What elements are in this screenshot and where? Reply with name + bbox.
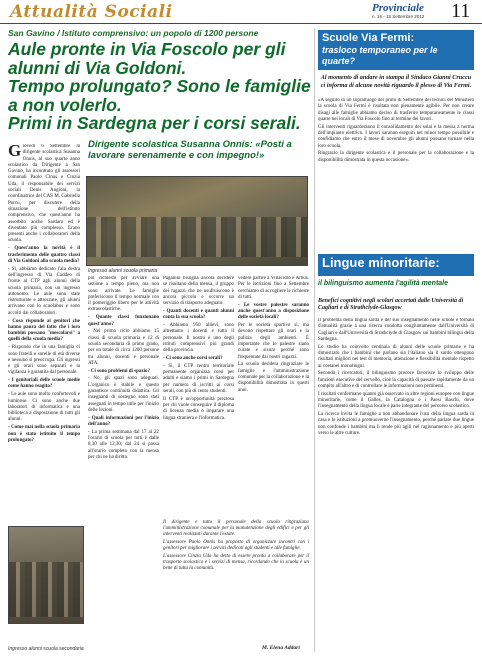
lingua-body [318, 318, 474, 652]
issue-line: n. 16 - 15 Settembre 2012 [372, 14, 425, 19]
article-paragraph: - Le aule sono molto confortevoli e luminose. Ci sono anche due laboratori di informatica e una biblioteca a disposizione di tutti gli alunni. [8, 392, 80, 423]
article-paragraph: - Abbiamo 950 allievi, sono altrettanto i docenti e tutto il personale. Il nostro è uno degli istituti comprensivi più grandi della provincia. [163, 323, 234, 354]
article-paragraph: Per le società sportive sì, ma devono rispettare gli orari e la pulizia degli ambienti. È importante che le palestre siano curate e sicure perché sono frequentate dai nostri ragazzi. [238, 323, 309, 360]
fermi-paragraph: Gli interventi riguarderanno il consolidamento dei solai e la messa a norma dell'impianto elettrico. I lavori saranno eseguiti nel minor tempo possibile e confidiamo che entro il mese di novembre gli alunni possano tornare nella loro scuola. [318, 124, 474, 149]
fermi-headline-box [318, 30, 474, 70]
article-paragraph: - Nel primo ciclo abbiamo 15 classi di scuola primaria e 12 di scuola secondaria di primo grado, per un totale di circa 1200 persone tra alunni, docenti e personale ATA. [88, 329, 159, 366]
article-paragraph: più richieste per avviare una sezione a tempo pieno, ma non sono arrivate. Le famiglie preferiscono il tempo normale con il pomeriggio libero per le attività extrascolastiche. [88, 276, 159, 313]
lingua-headline: Lingue minoritarie: [318, 254, 474, 276]
lingua-deck: il bilinguismo aumenta l'agilità mentale [318, 280, 449, 287]
headline-line: Aule pronte in Via Foscolo per gli [8, 39, 286, 59]
article-paragraph: - Sì, abbiamo dedicato l'ala destra dell'ingresso di Via Caddeo di fronte al CTP agli alunni della scuola primaria, con un ingresso autonomo. Le aule sono state ristrutturate e attrezzate, gli alunni arrivano con lo scuolabus e sono accolti dai collaboratori. [8, 266, 80, 316]
lingua-subhead: Benefici cognitivi negli scolari accertati dalle Università di Cagliari e di Strathclyde-Glasgow [318, 298, 464, 312]
article-paragraph: - Sì, il CTP centro territoriale permanente organizza corsi per adulti e siamo i primi in Sardegna per numero di iscritti ai corsi serali, con più di cento studenti. [163, 363, 234, 395]
interview-question: - Ci sono problemi di spazio? [88, 368, 150, 374]
drop-cap: G [8, 144, 22, 160]
lingua-paragraph: La ricerca invita le famiglie a non abbandonare l'uso della lingua sarda in casa e le istituzioni a promuoverne l'insegnamento, perché parlare due lingue non confonde i bambini ma li rende più agili nel ragionamento e più aperti verso le altre culture. [318, 412, 474, 437]
author-signature: M. Elena Addari [262, 645, 300, 651]
article-paragraph: - No, gli spazi sono adeguati. L'organico è stabile e questo garantisce continuità didattica. Gli insegnanti di sostegno sono stati assegnati in tempo utile per l'inizio delle lezioni. [88, 376, 159, 413]
fermi-paragraph: Ringrazio la dirigente scolastica e il personale per la collaborazione e la disponibilità dimostrata in questa occasione». [318, 151, 474, 163]
italic-note [163, 520, 309, 574]
page-number: 11 [451, 0, 471, 22]
lingua-paragraph: Il problema della lingua sarda e del suo insegnamento nelle scuole è tornato d'attualità grazie a una ricerca condotta congiuntamente dall'Università di Cagliari e dall'Università di Strathclyde di Glasgow sui bambini bilingui della Sardegna. [318, 318, 474, 342]
interview-question: - Quali informazioni per l'inizio dell'anno? [88, 415, 159, 428]
fermi-body [318, 98, 474, 250]
lingua-paragraph: Lo studio ha coinvolto centinaia di alunni delle scuole primarie e ha dimostrato che i bambini che parlano sia l'italiano sia il sardo ottengono risultati migliori nei test di memoria, attenzione e flessibilità mentale rispetto ai coetanei monolingui. [318, 344, 474, 369]
page-header [0, 0, 482, 24]
article-column-4 [238, 276, 309, 643]
fermi-paragraph: «A seguito di un sopralluogo dei primi di Settembre dei tecnici del Ministero la scuola di Via Fermi è risultata non pienamente agibile. Per non creare disagi alle famiglie abbiamo deciso di trasferire temporaneamente le classi quarte nei locali di Via Foscolo fino al termine dei lavori. [318, 98, 474, 122]
article-kicker: San Gavino / Istituto comprensivo: un popolo di 1200 persone [8, 28, 259, 38]
lingua-paragraph: Secondo i ricercatori, il bilinguismo precoce favorisce lo sviluppo delle funzioni esecutive del cervello, cioè la capacità di passare rapidamente da un compito all'altro e di controllare le informazioni non pertinenti. [318, 371, 474, 389]
interview-question: - Le vostre palestre saranno anche quest'anno a disposizione delle società locali? [238, 302, 309, 321]
article-paragraph: Il CTP è un'opportunità preziosa per chi vuole conseguire il diploma di licenza media o imparare una lingua straniera e l'informatica. [163, 396, 234, 421]
interview-question: - Come mai nella scuola primaria non è stato istituito il tempo prolungato? [8, 425, 80, 443]
lingua-paragraph: I risultati confermano quanto già osservato in altre regioni europee con lingue minoritarie, come il Galles, la Catalogna e i Paesi Baschi, dove l'insegnamento della lingua locale è parte integrante del percorso scolastico. [318, 391, 474, 410]
interview-question: - Quante classi funzionano quest'anno? [88, 315, 159, 327]
photo-caption: Ingresso alunni scuola primaria [88, 268, 158, 274]
article-column-1 [8, 144, 80, 524]
article-paragraph: vedere partire a Villacidro e Arbus. Per le iscrizioni fino a Settembre cerchiamo di accogliere le richieste di tutti. [238, 276, 309, 300]
headline-line: a non volerlo. [8, 94, 122, 115]
fermi-deck: Al momento di andare in stampa il Sindaco Gianni Cruccu ci informa di alcune novità riguardo il plesso di Via Fermi. [320, 74, 472, 89]
article-headline [8, 39, 311, 133]
masthead: Provinciale [372, 2, 424, 14]
italic-paragraph: Il dirigente e tutto il personale della scuola ringraziano l'amministrazione comunale per la manutenzione degli edifici e per gli interventi realizzati durante l'estate. [163, 520, 309, 538]
article-paragraph: - Rispondo che in una famiglia ci sono fratelli e sorelle di età diverse e nessuno si preoccupa. Gli ingressi e gli orari sono separati e la vigilanza è garantita dal personale. [8, 345, 80, 376]
interview-question: - Ci sono anche corsi serali? [163, 356, 223, 362]
fermi-headline-sub: trasloco temporaneo per le quarte? [322, 44, 438, 66]
photo-primary-school-entrance [86, 176, 308, 266]
paragraph-text: iovedì 6 Settembre la dirigente scolastica Susanna Onnis, al suo quarto anno scolastico da Dirigente a San Gavino, ha incontrato gli assessori comunali Paolo Cinus e Cinzia Uda, il responsabile dei servizi sociali Denis Angioni, la coordinatrice del CAS M. Gabriella Porcu, per discutere della situazione dell'istituto comprensivo, che quest'anno ha assorbito anche Sardara ed è diventato più complesso. Erano presenti anche i collaboratori della scuola. [8, 144, 80, 244]
interview-question: - Cosa risponde ai genitori che hanno paura del fatto che i loro bambini possano "mescolarsi" a quelli della scuola media? [8, 318, 80, 343]
article-paragraph: Paganini bisogna ancora decidere se risultano della mensa, il gruppo dei ragazzi che ne usufruiscono è ancora piccolo e occorre un servizio di trasporto adeguato. [163, 276, 234, 307]
article-column-3 [163, 276, 234, 643]
pull-quote: Dirigente scolastica Susanna Onnis: «Posti a lavorare serenamente e con impegno!» [88, 139, 292, 161]
italic-paragraph: L'assessore Cinzia Uda ha detto di essere pronta a collaborare per il trasporto scolastico e i servizi di mensa, ricordando che la scuola è un bene di tutta la comunità. [163, 554, 309, 572]
headline-line: Tempo prolungato? Sono le famiglie [8, 76, 311, 96]
interview-question: - I genitoriali delle scuole medie come hanno reagito? [8, 378, 80, 390]
article-paragraph [8, 144, 80, 245]
article-column-2 [88, 276, 159, 643]
photo-caption: Ingresso alunni scuola secondaria [8, 646, 84, 652]
article-paragraph: - La prima settimana dal 17 al 22 l'orario di scuola per tutti è dalle 8,30 alle 12,30; dal 24 si passa all'orario completo con la mensa per chi ne ha diritto. [88, 429, 159, 461]
headline-line: Primi in Sardegna per i corsi serali. [8, 113, 301, 133]
fermi-headline: Scuole Via Fermi: [322, 32, 415, 44]
interview-question: - Quest'anno la novità è il trasferimento delle quattro classi di Via Goldoni alla scuola media? [8, 246, 80, 264]
photo-secondary-school-entrance [8, 526, 84, 624]
interview-question: - Quanti docenti e quanti alunni conta la sua scuola? [163, 308, 234, 321]
section-title: Attualità Sociali [10, 2, 173, 22]
italic-paragraph: L'assessore Paolo Onnis ha proposto di organizzare incontri con i genitori per migliorare i servizi dedicati agli studenti e alle famiglie. [163, 540, 309, 552]
article-paragraph: La scuola desidera ringraziare le famiglie e l'amministrazione comunale per la collaborazione e la disponibilità dimostrata in questi anni. [238, 362, 309, 393]
headline-line: alunni di Via Goldoni. [8, 57, 187, 78]
